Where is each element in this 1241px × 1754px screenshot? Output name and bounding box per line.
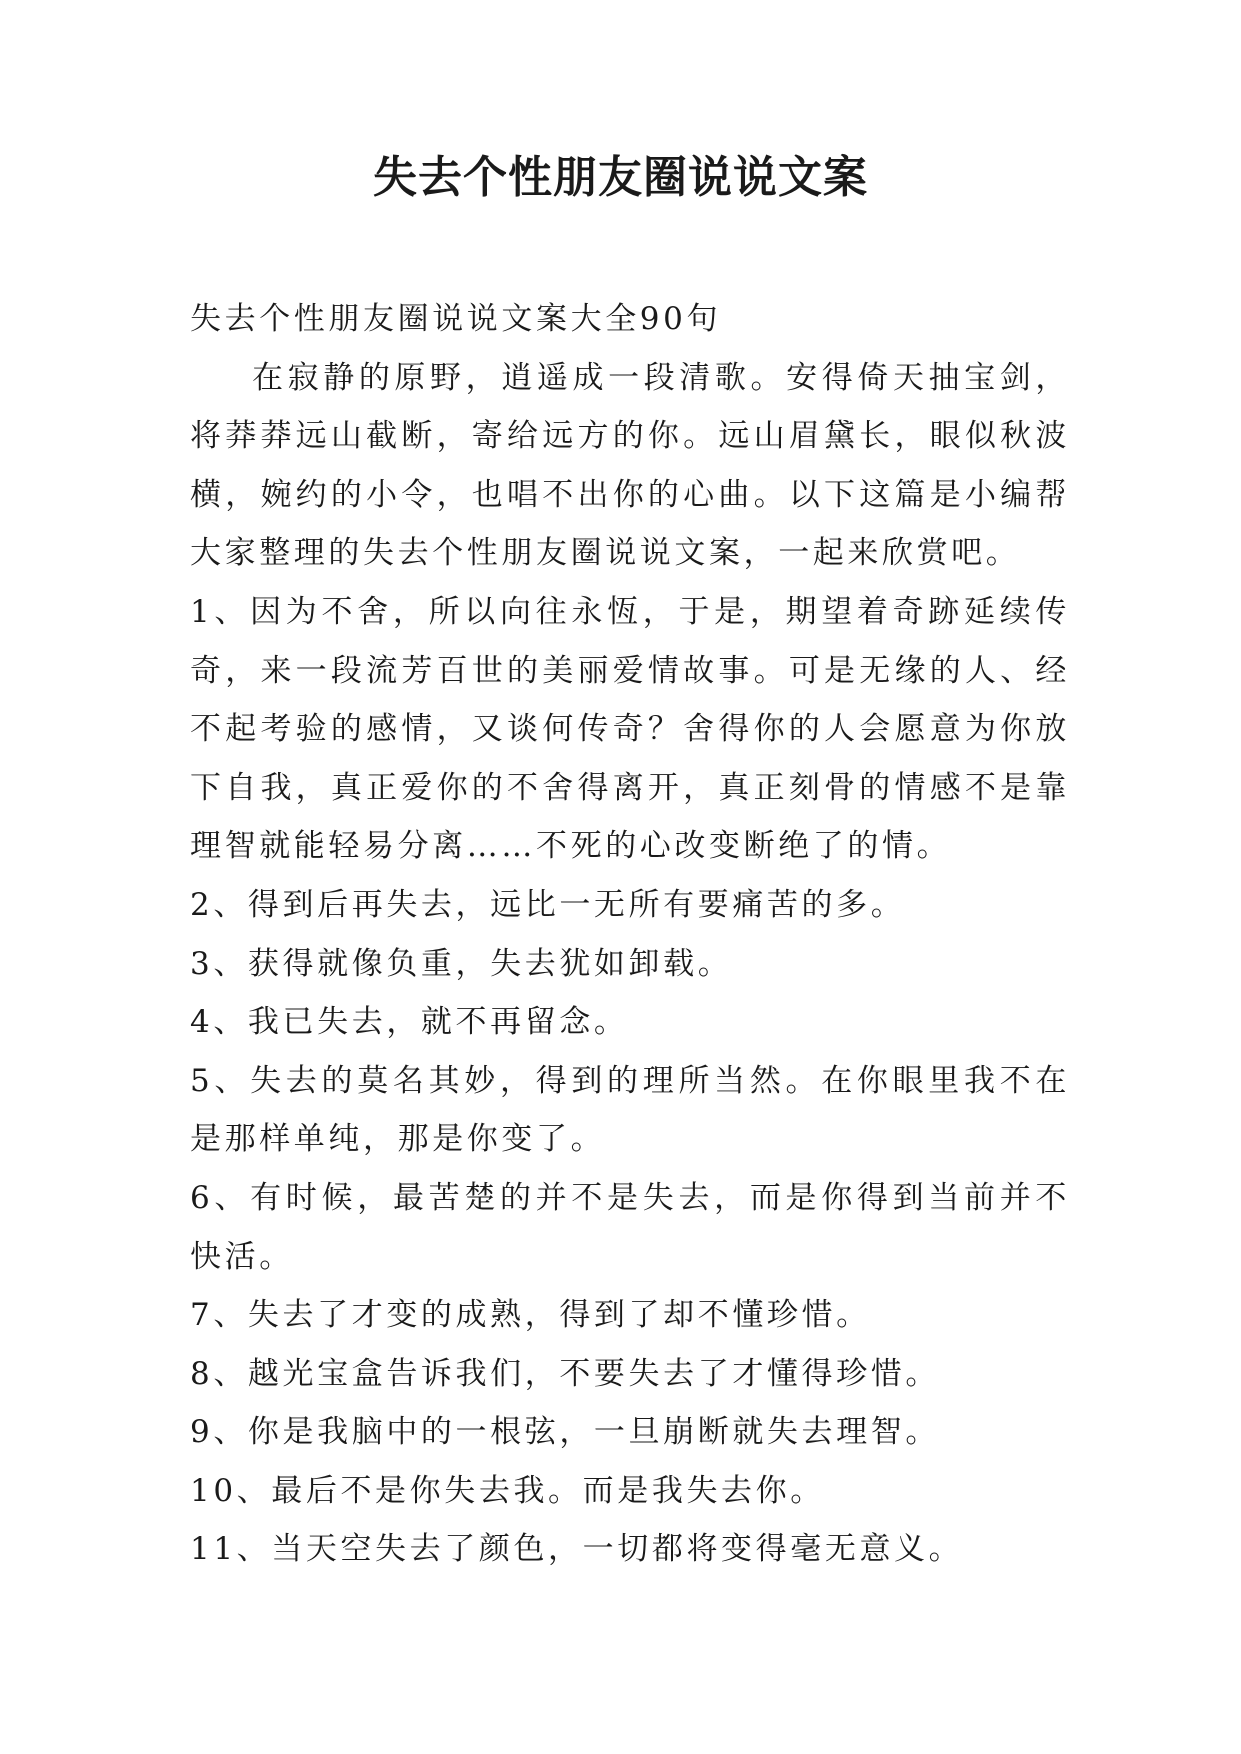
document-title: 失去个性朋友圈说说文案 — [373, 152, 868, 203]
list-item: 6、有时候，最苦楚的并不是失去，而是你得到当前并不快活。 — [190, 1179, 1070, 1275]
list-item: 2、得到后再失去，远比一无所有要痛苦的多。 — [190, 886, 906, 923]
list-item: 11、当天空失去了颜色，一切都将变得毫无意义。 — [190, 1531, 964, 1568]
document-subtitle: 失去个性朋友圈说说文案大全90句 — [190, 301, 722, 337]
list-item: 5、失去的莫名其妙，得到的理所当然。在你眼里我不在是那样单纯，那是你变了。 — [190, 1062, 1070, 1158]
list-item: 1、因为不舍，所以向往永恆，于是，期望着奇跡延续传奇，来一段流芳百世的美丽爱情故事。可是无缘的人、经不起考验的感情，又谈何传奇？舍得你的人会愿意为你放下自我，真正爱你的不舍得离开，真正刻骨的情感不是靠理智就能轻易分离……不死的心改变断绝了的情。 — [190, 593, 1070, 865]
list-item: 9、你是我脑中的一根弦，一旦崩断就失去理智。 — [190, 1414, 940, 1451]
document-body — [190, 290, 1070, 1579]
list-item: 10、最后不是你失去我。而是我失去你。 — [190, 1472, 825, 1509]
list-item: 8、越光宝盒告诉我们，不要失去了才懂得珍惜。 — [190, 1355, 940, 1392]
intro-paragraph: 在寂静的原野，逍遥成一段清歌。安得倚天抽宝剑，将莽莽远山截断，寄给远方的你。远山眉黛长，眼似秋波横，婉约的小令，也唱不出你的心曲。以下这篇是小编帮大家整理的失去个性朋友圈说说文案，一起来欣赏吧。 — [190, 359, 1070, 572]
list-item: 3、获得就像负重，失去犹如卸载。 — [190, 945, 733, 982]
list-item: 4、我已失去，就不再留念。 — [190, 1004, 629, 1041]
list-item: 7、失去了才变的成熟，得到了却不懂珍惜。 — [190, 1297, 871, 1334]
